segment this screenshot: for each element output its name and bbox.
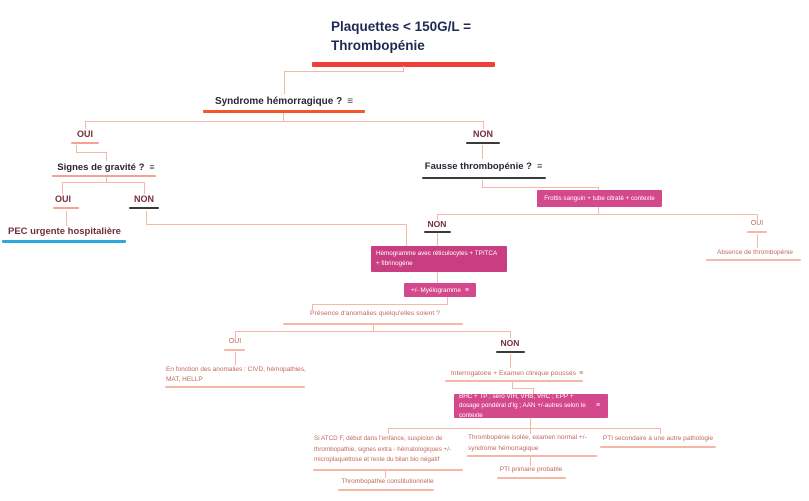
connector — [62, 182, 145, 183]
connector — [235, 352, 236, 365]
node-absence-thrombopenie[interactable]: Absence de thrombopénie — [717, 249, 793, 256]
branch-oui[interactable]: OUI — [750, 220, 764, 227]
connector — [146, 224, 407, 225]
connector — [437, 233, 438, 247]
page-title: Plaquettes < 150G/L = Thrombopénie — [331, 19, 472, 53]
node-presence-anomalies[interactable]: Présence d'anomalies quelqu'elles soient ? — [310, 310, 440, 317]
connector — [510, 331, 511, 338]
connector — [437, 214, 758, 215]
connector — [76, 152, 107, 153]
connector — [482, 187, 599, 188]
node-hemogramme-box[interactable]: Hémogramme avec réticulocytes + TP/TCA + fibrinogène — [371, 246, 507, 272]
node-thrombopathie[interactable]: Thrombopathie constitutionnelle — [341, 478, 434, 485]
connector — [312, 304, 448, 305]
branch-underline — [466, 142, 500, 144]
node-pti-secondaire[interactable]: PTI secondaire à une autre pathologie — [602, 435, 714, 442]
node-syndrome-hemorragique[interactable] — [200, 94, 368, 109]
connector — [62, 182, 63, 194]
node-underline — [467, 455, 597, 457]
connector — [235, 331, 511, 332]
notes-icon[interactable]: ≡ — [596, 402, 601, 409]
connector — [437, 272, 438, 283]
node-bilan-box[interactable] — [454, 394, 608, 418]
branch-underline — [747, 231, 767, 233]
node-pec-urgente[interactable]: PEC urgente hospitalière — [8, 226, 121, 237]
branch-underline — [71, 142, 99, 144]
notes-icon[interactable]: ≡ — [536, 160, 543, 171]
branch-oui[interactable]: OUI — [228, 338, 242, 345]
node-label: Signes de gravité ? — [57, 161, 145, 173]
node-atcd[interactable]: Si ATCD F, début dans l'enfance, suspicion de thrombopathie, signes extra - hématologiques +/- microplaquettose et reste du bilan bio négatif — [314, 435, 452, 463]
connector — [512, 388, 534, 389]
connector — [757, 234, 758, 248]
node-pti-primaire[interactable]: PTI primaire probable — [499, 466, 563, 473]
notes-icon[interactable]: ≡ — [579, 370, 584, 377]
branch-non[interactable]: NON — [473, 129, 493, 139]
connector — [85, 121, 483, 122]
notes-icon[interactable]: ≡ — [464, 286, 469, 294]
node-interrogatoire[interactable] — [448, 368, 586, 379]
connector — [284, 71, 285, 94]
node-underline — [422, 177, 546, 179]
branch-underline — [224, 349, 245, 351]
connector — [385, 471, 386, 478]
connector — [406, 224, 407, 247]
node-frottis-box[interactable]: Frottis sanguin + tube citraté + contexte — [537, 190, 662, 207]
node-label: Interrogatoire + Examen clinique poussés — [450, 370, 577, 377]
notes-icon[interactable]: ≡ — [347, 95, 354, 107]
connector — [85, 121, 86, 129]
node-underline — [600, 446, 716, 448]
node-underline — [706, 259, 801, 261]
node-underline — [445, 380, 583, 382]
node-underline — [165, 386, 305, 388]
node-underline — [203, 110, 365, 113]
node-thrombopenie-isolee[interactable]: Thrombopénie isolée, examen normal +/- syndrome hémorragique — [468, 434, 587, 452]
branch-underline — [496, 351, 525, 353]
branch-underline — [129, 207, 159, 209]
node-label: +/- Myélogramme — [411, 286, 461, 294]
node-underline — [313, 469, 463, 471]
node-label: Syndrome hémorragique ? — [214, 96, 343, 107]
node-label: BHC + TP ; séro VIH, VHB, VHC ; EPP + dosage pondéral d'Ig ; AAN +/-autres selon le contexte — [459, 392, 586, 419]
branch-non[interactable]: NON — [427, 219, 447, 229]
branch-non[interactable]: NON — [500, 338, 520, 348]
connector — [146, 211, 147, 225]
connector — [660, 428, 661, 434]
branch-underline — [53, 207, 79, 209]
connector — [144, 182, 145, 194]
connector — [483, 121, 484, 129]
connector — [510, 354, 511, 368]
node-underline — [338, 489, 434, 491]
node-underline — [497, 477, 566, 479]
connector — [482, 145, 483, 159]
connector — [66, 211, 67, 226]
node-myelogramme-box[interactable] — [404, 283, 476, 297]
node-underline — [52, 175, 156, 177]
node-fausse-thrombopenie[interactable] — [420, 159, 547, 173]
node-anomalies-result[interactable]: En fonction des anomalies : CIVD, hémopathies, MAT, HELLP — [166, 366, 306, 383]
connector — [530, 457, 531, 466]
node-signes-gravite[interactable] — [50, 160, 162, 174]
branch-non[interactable]: NON — [134, 194, 154, 204]
connector — [235, 331, 236, 338]
node-label: Fausse thrombopénie ? — [424, 160, 532, 172]
branch-oui[interactable]: OUI — [76, 129, 93, 139]
node-underline-blue — [2, 240, 126, 243]
connector — [388, 428, 661, 429]
notes-icon[interactable]: ≡ — [149, 161, 155, 172]
connector — [284, 71, 404, 72]
branch-oui[interactable]: OUI — [54, 194, 71, 204]
